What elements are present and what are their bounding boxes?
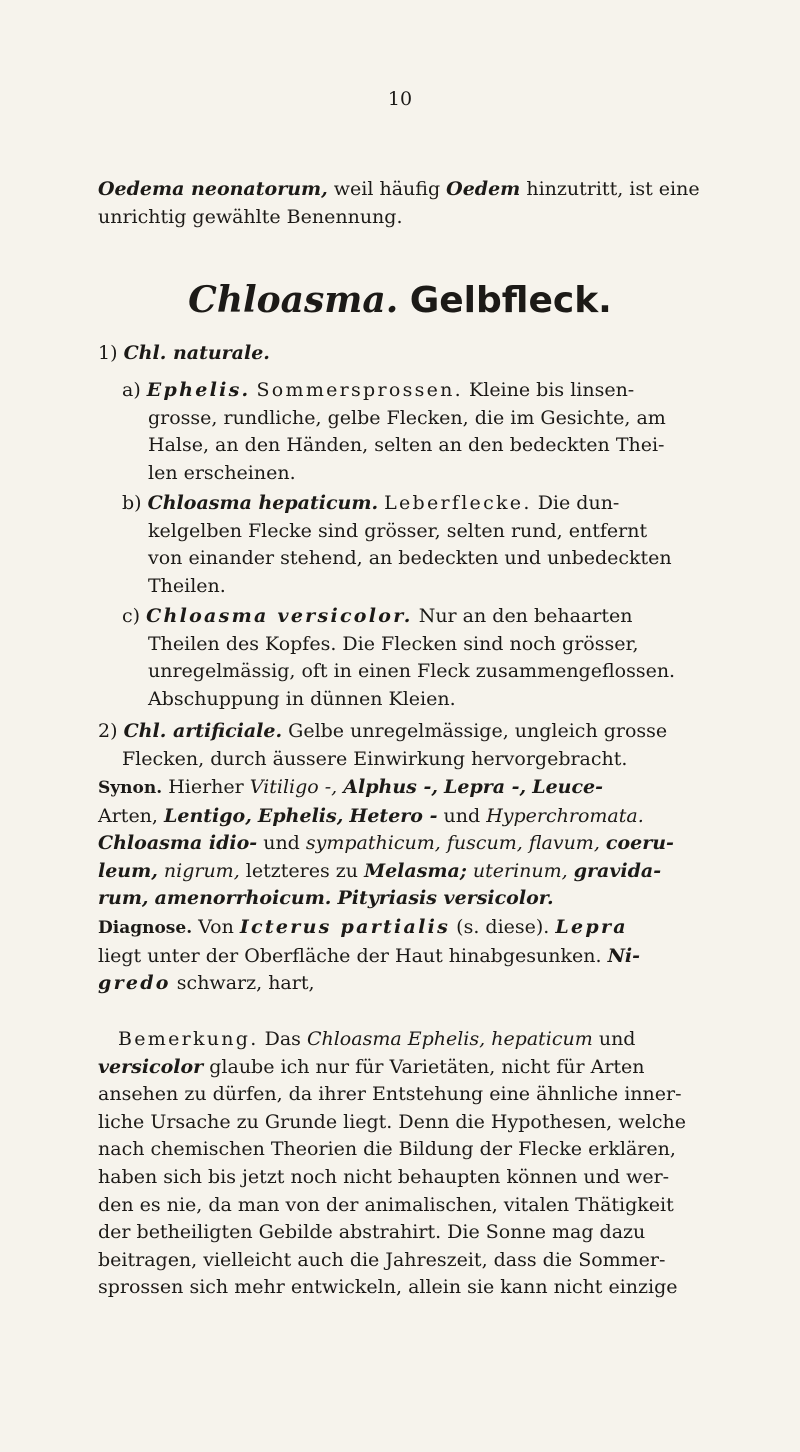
- heading-latin: Chloasma.: [188, 279, 399, 321]
- section-artificiale: 2) Chl. artificiale. Gelbe unregelmässige, ungleich grosse Flecken, durch äussere Einwirkung hervorgebracht.: [98, 720, 668, 770]
- term-oedema-neonatorum: Oedema neonatorum,: [98, 178, 328, 200]
- synonyms-paragraph: Synon. Hierher Vitiligo -, Alphus -, Lepra -, Leuce- Arten, Lentigo, Ephelis, Hetero - und Hyperchromata. Chloasma idio- und sympathicum, fuscum, flavum, coeru- leum, nigrum, letzteres zu Melasma; uterinum, gravida- rum, amenorrhoicum. Pityriasis versicolor.: [98, 776, 674, 910]
- intro-paragraph: Oedema neonatorum, weil häufig Oedem hinzutritt, ist eine unrichtig gewählte Benennung.: [98, 178, 700, 228]
- diagnosis-label: Diagnose.: [98, 918, 193, 938]
- remark-paragraph: Bemerkung. Das Chloasma Ephelis, hepaticum und versicolor glaube ich nur für Varietäten, nicht für Arten ansehen zu dürfen, da ihrer Entstehung eine ähnliche inner- liche Ursache zu Grunde liegt. Denn die Hypothesen, welche nach chemischen Theorien die Bildung der Flecke erklären, haben sich bis jetzt noch nicht behaupten können und wer- den es nie, da man von der animalischen, vitalen Thätigkeit der betheiligten Gebilde abstrahirt. Die Sonne mag dazu beitragen, vielleicht auch die Jahreszeit, dass die Sommer- sprossen sich mehr entwickeln, allein sie kann nicht einzige: [98, 1028, 686, 1299]
- item-chloasma-versicolor: c) Chloasma versicolor. Nur an den behaarten Theilen des Kopfes. Die Flecken sind noch grösser, unregelmässig, oft in einen Fleck zusammengeflossen. Abschuppung in dünnen Kleien.: [122, 605, 676, 710]
- term-chloasma-versicolor: Chloasma versicolor.: [146, 605, 413, 627]
- term-ephelis: Ephelis.: [146, 379, 251, 401]
- item-chloasma-hepaticum: b) Chloasma hepaticum. Leberflecke. Die dun- kelgelben Flecke sind grösser, selten rund, entfernt von einander stehend, an bedeckten und unbedeckten Theilen.: [122, 492, 672, 597]
- page-number: 10: [387, 88, 413, 110]
- remark-label: Bemerkung.: [118, 1028, 259, 1050]
- diagnosis-paragraph: Diagnose. Von Icterus partialis (s. diese). Lepra liegt unter der Oberfläche der Haut hinabgesunken. Ni- gredo schwarz, hart,: [98, 916, 641, 995]
- section-naturale-title: 1) Chl. naturale.: [98, 342, 270, 364]
- synon-label: Synon.: [98, 778, 163, 798]
- term-oedem: Oedem: [446, 178, 521, 200]
- section-heading: [0, 280, 800, 321]
- term-chloasma-hepaticum: Chloasma hepaticum.: [147, 492, 379, 514]
- item-ephelis: a) Ephelis. Sommersprossen. Kleine bis linsen- grosse, rundliche, gelbe Flecken, die im Gesichte, am Halse, an den Händen, selten an den bedeckten Thei- len erscheinen.: [122, 379, 666, 484]
- heading-german: Gelbfleck.: [409, 280, 612, 321]
